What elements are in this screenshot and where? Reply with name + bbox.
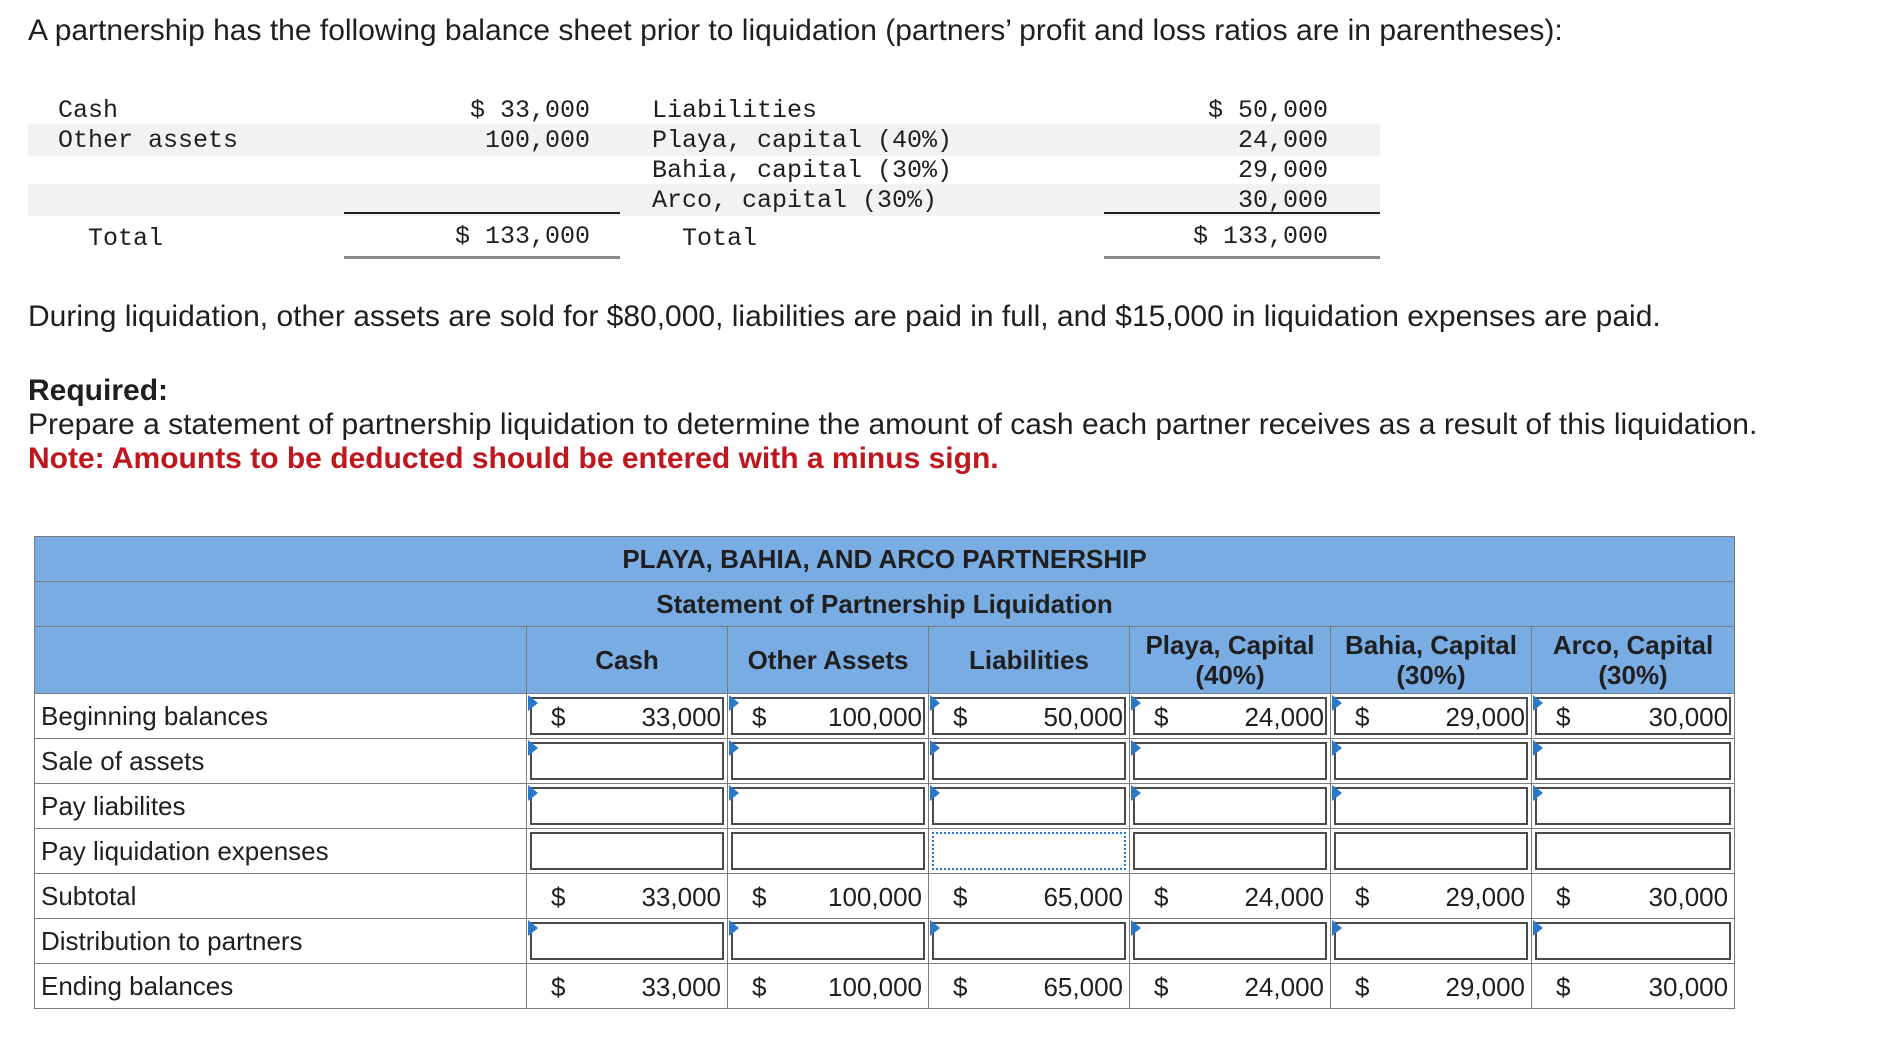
- row-label-distribution: Distribution to partners: [35, 919, 527, 964]
- input-marker-icon: [1131, 695, 1141, 711]
- subtotal-rule: [344, 212, 620, 214]
- column-header-bahia-capital: Bahia, Capital (30%): [1331, 627, 1532, 694]
- input-marker-icon: [930, 695, 940, 711]
- input-marker-icon: [1131, 920, 1141, 936]
- input-marker-icon: [1131, 740, 1141, 756]
- table-row: [35, 919, 1735, 964]
- subtotal-other-assets: $ 100,000: [752, 882, 922, 912]
- input-dist-cash[interactable]: [527, 919, 727, 963]
- input-beginning-playa[interactable]: $ 24,000: [1130, 694, 1330, 738]
- input-marker-icon: [528, 695, 538, 711]
- input-payliab-bahia[interactable]: [1331, 784, 1531, 828]
- input-beginning-cash[interactable]: $ 33,000: [527, 694, 727, 738]
- liab-label-liabilities: Liabilities: [652, 96, 818, 125]
- liab-label-bahia: Bahia, capital (30%): [652, 156, 953, 185]
- input-beginning-liabilities[interactable]: $ 50,000: [929, 694, 1129, 738]
- input-marker-icon: [729, 920, 739, 936]
- ending-liabilities: $ 65,000: [953, 972, 1123, 1002]
- input-marker-icon: [1332, 920, 1342, 936]
- asset-label-cash: Cash: [58, 96, 119, 125]
- note-text: Note: Amounts to be deducted should be entered with a minus sign.: [28, 442, 999, 475]
- ending-other-assets: $ 100,000: [752, 972, 922, 1002]
- intro-text: A partnership has the following balance sheet prior to liquidation (partners’ profit and loss ratios are in parentheses):: [28, 14, 1563, 47]
- input-sale-playa[interactable]: [1130, 739, 1330, 783]
- input-marker-icon: [1332, 785, 1342, 801]
- table-row: [35, 964, 1735, 1009]
- table-row: [35, 829, 1735, 874]
- input-marker-icon: [930, 785, 940, 801]
- input-dist-other-assets[interactable]: [728, 919, 928, 963]
- statement-title: PLAYA, BAHIA, AND ARCO PARTNERSHIP: [35, 537, 1735, 582]
- input-marker-icon: [729, 740, 739, 756]
- input-payliab-cash[interactable]: [527, 784, 727, 828]
- input-sale-other-assets[interactable]: [728, 739, 928, 783]
- input-dist-bahia[interactable]: [1331, 919, 1531, 963]
- liab-total-label: Total: [682, 224, 758, 253]
- table-row: [35, 694, 1735, 739]
- input-payexp-liabilities[interactable]: [929, 829, 1129, 873]
- input-sale-cash[interactable]: [527, 739, 727, 783]
- input-dist-arco[interactable]: [1532, 919, 1734, 963]
- column-header-liabilities: Liabilities: [929, 627, 1130, 694]
- row-label-pay-liabilities: Pay liabilites: [35, 784, 527, 829]
- balance-sheet: [28, 92, 1380, 272]
- input-marker-icon: [1332, 740, 1342, 756]
- required-heading: Required:: [28, 374, 169, 407]
- required-text: Prepare a statement of partnership liquidation to determine the amount of cash each partner receives as a result of this liquidation.: [28, 408, 1758, 441]
- subtotal-arco: $ 30,000: [1556, 882, 1729, 912]
- liab-amount-arco: 30,000: [1237, 186, 1328, 215]
- liab-label-playa: Playa, capital (40%): [652, 126, 953, 155]
- table-row: [35, 739, 1735, 784]
- ending-bahia: $ 29,000: [1355, 972, 1525, 1002]
- subtotal-rule: [1104, 212, 1380, 214]
- input-payexp-cash[interactable]: [527, 829, 727, 873]
- liab-total-amount: $ 133,000: [1192, 222, 1328, 251]
- statement-subtitle: Statement of Partnership Liquidation: [35, 582, 1735, 627]
- asset-total-label: Total: [88, 224, 164, 253]
- input-sale-bahia[interactable]: [1331, 739, 1531, 783]
- liab-amount-playa: 24,000: [1237, 126, 1328, 155]
- column-header-other-assets: Other Assets: [728, 627, 929, 694]
- input-payexp-arco[interactable]: [1532, 829, 1734, 873]
- liquidation-statement: [34, 536, 1734, 1009]
- ending-cash: $ 33,000: [551, 972, 721, 1002]
- table-row: [35, 874, 1735, 919]
- subtotal-liabilities: $ 65,000: [953, 882, 1123, 912]
- input-marker-icon: [1533, 695, 1543, 711]
- input-marker-icon: [1533, 785, 1543, 801]
- liab-label-arco: Arco, capital (30%): [652, 186, 938, 215]
- total-rule: [1104, 256, 1380, 259]
- column-header-blank: [35, 627, 527, 694]
- input-sale-arco[interactable]: [1532, 739, 1734, 783]
- input-payexp-bahia[interactable]: [1331, 829, 1531, 873]
- asset-amount-cash: $ 33,000: [469, 96, 590, 125]
- row-label-sale: Sale of assets: [35, 739, 527, 784]
- liab-amount-liabilities: $ 50,000: [1207, 96, 1328, 125]
- input-beginning-other-assets[interactable]: $ 100,000: [728, 694, 928, 738]
- input-marker-icon: [1533, 740, 1543, 756]
- input-payliab-other-assets[interactable]: [728, 784, 928, 828]
- input-marker-icon: [1332, 695, 1342, 711]
- asset-total-amount: $ 133,000: [454, 222, 590, 251]
- input-marker-icon: [1131, 785, 1141, 801]
- row-label-beginning: Beginning balances: [35, 694, 527, 739]
- input-marker-icon: [930, 920, 940, 936]
- input-sale-liabilities[interactable]: [929, 739, 1129, 783]
- ending-arco: $ 30,000: [1556, 972, 1729, 1002]
- input-marker-icon: [528, 920, 538, 936]
- input-payliab-liabilities[interactable]: [929, 784, 1129, 828]
- row-label-subtotal: Subtotal: [35, 874, 527, 919]
- column-header-playa-capital: Playa, Capital (40%): [1130, 627, 1331, 694]
- input-marker-icon: [729, 695, 739, 711]
- subtotal-bahia: $ 29,000: [1355, 882, 1525, 912]
- input-marker-icon: [528, 785, 538, 801]
- subtotal-playa: $ 24,000: [1154, 882, 1324, 912]
- liab-amount-bahia: 29,000: [1237, 156, 1328, 185]
- total-rule: [344, 256, 620, 259]
- input-payexp-other-assets[interactable]: [728, 829, 928, 873]
- ending-playa: $ 24,000: [1154, 972, 1324, 1002]
- subtotal-cash: $ 33,000: [551, 882, 721, 912]
- required-block: [28, 374, 1757, 476]
- input-payexp-playa[interactable]: [1130, 829, 1330, 873]
- row-label-pay-expenses: Pay liquidation expenses: [35, 829, 527, 874]
- asset-label-other: Other assets: [58, 126, 239, 155]
- column-header-cash: Cash: [527, 627, 728, 694]
- input-beginning-arco[interactable]: $ 30,000: [1532, 694, 1734, 738]
- liquidation-info: During liquidation, other assets are sold for $80,000, liabilities are paid in full, and $15,000 in liquidation expenses are paid.: [28, 300, 1661, 333]
- input-dist-liabilities[interactable]: [929, 919, 1129, 963]
- input-marker-icon: [1533, 920, 1543, 936]
- row-label-ending: Ending balances: [35, 964, 527, 1009]
- input-marker-icon: [729, 785, 739, 801]
- input-marker-icon: [528, 740, 538, 756]
- input-dist-playa[interactable]: [1130, 919, 1330, 963]
- asset-amount-other: 100,000: [484, 126, 590, 155]
- input-payliab-arco[interactable]: [1532, 784, 1734, 828]
- table-row: [35, 784, 1735, 829]
- input-beginning-bahia[interactable]: $ 29,000: [1331, 694, 1531, 738]
- input-payliab-playa[interactable]: [1130, 784, 1330, 828]
- input-marker-icon: [930, 740, 940, 756]
- column-header-arco-capital: Arco, Capital (30%): [1532, 627, 1735, 694]
